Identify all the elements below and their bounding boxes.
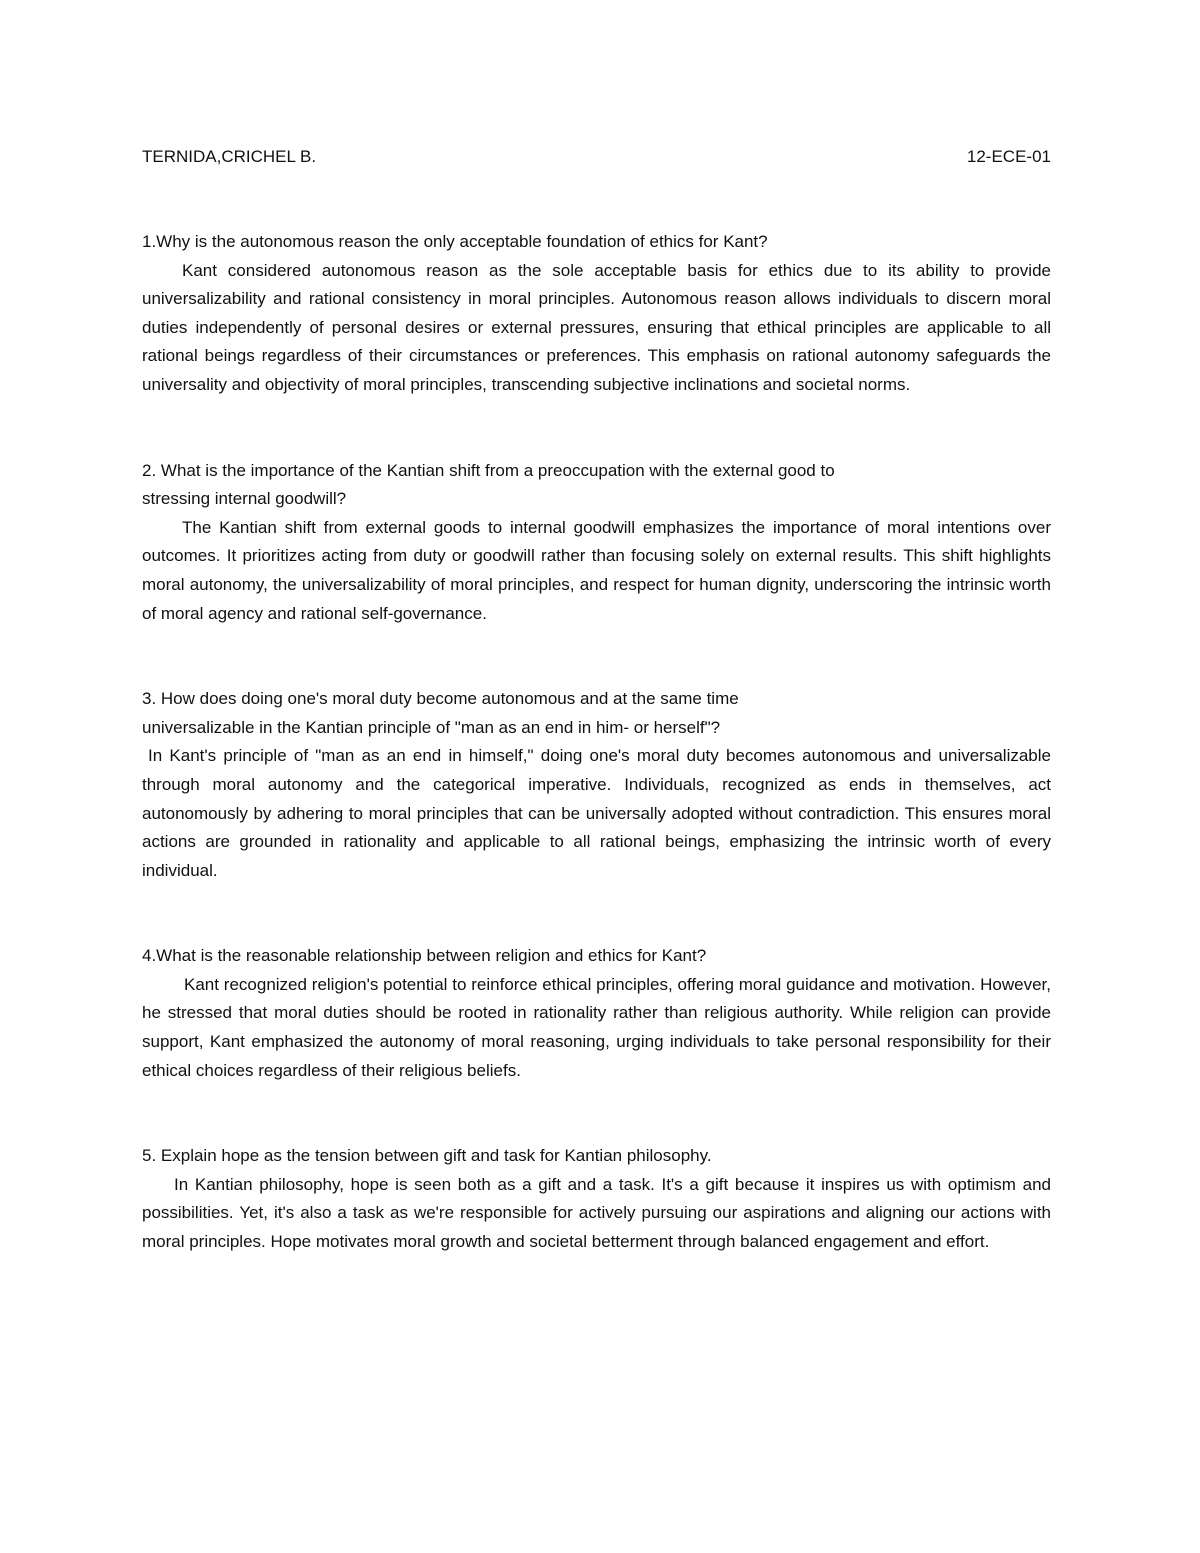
answer-2-text: The Kantian shift from external goods to internal goodwill emphasizes the importance of moral intentions over outcomes. It prioritizes acting from duty or goodwill rather than focusing solely on external results. This shift highlights moral autonomy, the universalizability of moral principles, and respect for human dignity, underscoring the intrinsic worth of moral agency and rational self-governance.	[142, 517, 1051, 623]
question-section-2	[142, 457, 1051, 629]
document-header	[142, 143, 1051, 172]
question-section-1	[142, 228, 1051, 400]
question-2-line-1: 2. What is the importance of the Kantian shift from a preoccupation with the external good to	[142, 460, 835, 480]
question-1-text: 1.Why is the autonomous reason the only acceptable foundation of ethics for Kant?	[142, 232, 768, 251]
document-page	[142, 143, 1051, 1257]
question-2-line-2: stressing internal goodwill?	[142, 489, 347, 509]
question-section-3	[142, 685, 1051, 885]
question-3-text	[142, 685, 1051, 742]
answer-1-text: Kant considered autonomous reason as the sole acceptable basis for ethics due to its ability to provide universalizability and rational consistency in moral principles. Autonomous reason allows individuals to discern moral duties independently of personal desires or external pressures, ensuring that ethical principles are applicable to all rational beings regardless of their circumstances or preferences. This emphasis on rational autonomy safeguards the universality and objectivity of moral principles, transcending subjective inclinations and societal norms.	[142, 260, 1051, 394]
question-section-5	[142, 1142, 1051, 1256]
question-5-text: 5. Explain hope as the tension between gift and task for Kantian philosophy.	[142, 1146, 712, 1166]
question-2-text	[142, 457, 1051, 514]
question-section-4	[142, 942, 1051, 1085]
question-3-line-1: 3. How does doing one's moral duty become autonomous and at the same time	[142, 689, 739, 709]
answer-3-text: In Kant's principle of "man as an end in himself," doing one's moral duty becomes autonomous and universalizable through moral autonomy and the categorical imperative. Individuals, recognized as ends in themselves, act autonomously by adhering to moral principles that can be universally adopted without contradiction. This ensures moral actions are grounded in rationality and applicable to all rational beings, emphasizing the intrinsic worth of every individual.	[142, 746, 1051, 880]
question-3-line-2: universalizable in the Kantian principle of "man as an end in him- or herself"?	[142, 717, 721, 737]
class-section: 12-ECE-01	[966, 147, 1051, 166]
student-name: TERNIDA,CRICHEL B.	[142, 147, 317, 166]
question-4-text: 4.What is the reasonable relationship between religion and ethics for Kant?	[142, 946, 707, 966]
answer-4-text: Kant recognized religion's potential to reinforce ethical principles, offering moral guidance and motivation. However, he stressed that moral duties should be rooted in rationality rather than religious authority. While religion can provide support, Kant emphasized the autonomy of moral reasoning, urging individuals to take personal responsibility for their ethical choices regardless of their religious beliefs.	[142, 974, 1051, 1080]
answer-5-text: In Kantian philosophy, hope is seen both as a gift and a task. It's a gift because it inspires us with optimism and possibilities. Yet, it's also a task as we're responsible for actively pursuing our aspirations and aligning our actions with moral principles. Hope motivates moral growth and societal betterment through balanced engagement and effort.	[142, 1174, 1051, 1252]
